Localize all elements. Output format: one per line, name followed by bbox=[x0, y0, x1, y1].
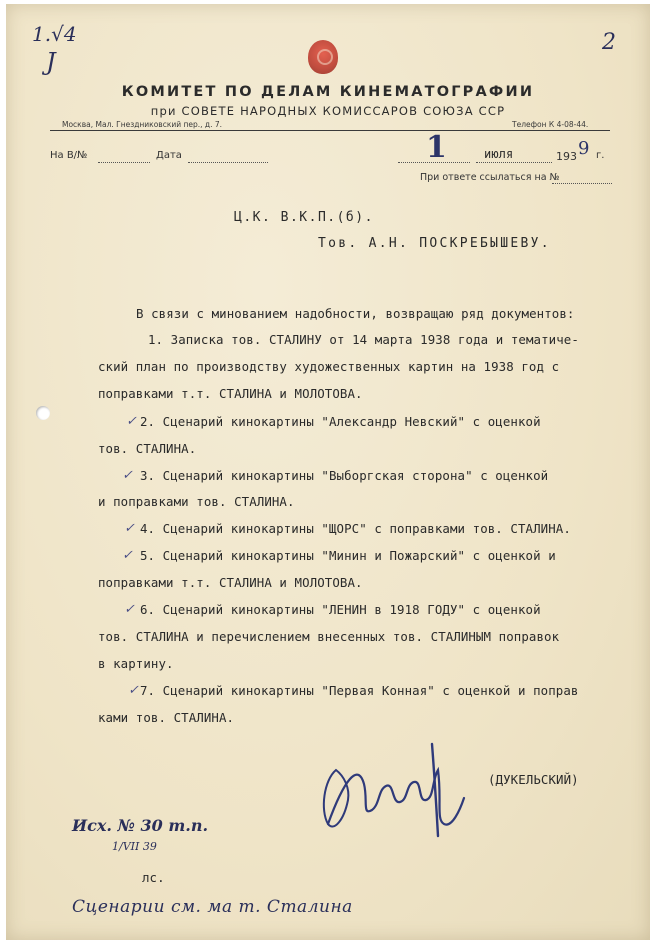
body-line-14: 7. Сценарий кинокартины "Первая Конная" с оценкой и поправ bbox=[140, 683, 579, 698]
date-dotline bbox=[188, 162, 268, 163]
check-mark-icon: ✓ bbox=[126, 414, 137, 429]
body-line-11: 6. Сценарий кинокартины "ЛЕНИН в 1918 ГОДУ" с оценкой bbox=[140, 602, 541, 617]
body-intro: В связи с минованием надобности, возвращаю ряд документов: bbox=[136, 306, 575, 321]
check-mark-icon: ✓ bbox=[124, 521, 135, 536]
body-line-7: и поправками тов. СТАЛИНА. bbox=[98, 494, 295, 509]
date-year-suffix: 9 bbox=[578, 138, 590, 159]
body-line-2: ский план по производству художественных картин на 1938 год с bbox=[98, 359, 560, 374]
body-line-8: 4. Сценарий кинокартины "ЩОРС" с поправками тов. СТАЛИНА. bbox=[140, 521, 571, 536]
date-day: 1 bbox=[426, 130, 447, 165]
date-label: Дата bbox=[156, 150, 182, 161]
addressee-line-2: Тов. А.Н. ПОСКРЕБЫШЕВУ. bbox=[318, 236, 551, 251]
handwritten-page-number: 2 bbox=[602, 30, 616, 55]
month-dotline bbox=[476, 162, 552, 163]
handwritten-mark: J bbox=[46, 48, 56, 76]
outgoing-number: Исх. № 30 т.п. bbox=[72, 816, 209, 835]
body-line-9: 5. Сценарий кинокартины "Минин и Пожарский" с оценкой и bbox=[140, 548, 556, 563]
ref-label: На В/№ bbox=[50, 150, 88, 161]
check-mark-icon: ✓ bbox=[122, 468, 133, 483]
date-year-end: г. bbox=[596, 150, 605, 161]
reply-label: При ответе ссылаться на № bbox=[420, 172, 560, 183]
body-line-6: 3. Сценарий кинокартины "Выборгская сторона" с оценкой bbox=[140, 468, 549, 483]
letterhead-rule bbox=[50, 130, 610, 131]
letterhead-phone: Телефон К 4-08-44. bbox=[512, 120, 589, 129]
letterhead-title: КОМИТЕТ ПО ДЕЛАМ КИНЕМАТОГРАФИИ bbox=[121, 84, 535, 100]
signature-image bbox=[314, 740, 484, 850]
body-line-12: тов. СТАЛИНА и перечислением внесенных тов. СТАЛИНЫМ поправок bbox=[98, 629, 560, 644]
check-mark-icon: ✓ bbox=[128, 683, 139, 698]
letterhead-address: Москва, Мал. Гнездниковский пер., д. 7. bbox=[62, 120, 223, 129]
body-line-5: тов. СТАЛИНА. bbox=[98, 441, 197, 456]
body-line-3: поправками т.т. СТАЛИНА и МОЛОТОВА. bbox=[98, 386, 363, 401]
body-line-1: 1. Записка тов. СТАЛИНУ от 14 марта 1938 года и тематиче- bbox=[148, 332, 579, 347]
body-line-4: 2. Сценарий кинокартины "Александр Невский" с оценкой bbox=[140, 414, 541, 429]
document-page bbox=[6, 4, 650, 940]
day-dotline bbox=[398, 162, 470, 163]
ussr-emblem-icon bbox=[308, 40, 338, 74]
addressee-line-1: Ц.К. В.К.П.(б). bbox=[234, 210, 374, 225]
reply-dotline bbox=[552, 183, 612, 184]
check-mark-icon: ✓ bbox=[122, 548, 133, 563]
check-mark-icon: ✓ bbox=[124, 602, 135, 617]
signatory-name: (ДУКЕЛЬСКИЙ) bbox=[488, 772, 579, 787]
handwritten-footer-note: Сценарии см. ма т. Сталина bbox=[72, 897, 353, 917]
date-month: июля bbox=[484, 147, 514, 161]
letterhead-subtitle: при СОВЕТЕ НАРОДНЫХ КОМИССАРОВ СОЮЗА ССР bbox=[150, 104, 506, 118]
body-line-15: ками тов. СТАЛИНА. bbox=[98, 710, 235, 725]
handwritten-index-note: 1.√4 bbox=[32, 22, 77, 46]
date-year-prefix: 193 bbox=[556, 150, 577, 163]
punch-hole bbox=[36, 406, 50, 420]
outgoing-date: 1/VII 39 bbox=[112, 840, 157, 853]
typist-initials: лс. bbox=[142, 870, 165, 885]
ref-dotline bbox=[98, 162, 150, 163]
body-line-10: поправками т.т. СТАЛИНА и МОЛОТОВА. bbox=[98, 575, 363, 590]
body-line-13: в картину. bbox=[98, 656, 174, 671]
